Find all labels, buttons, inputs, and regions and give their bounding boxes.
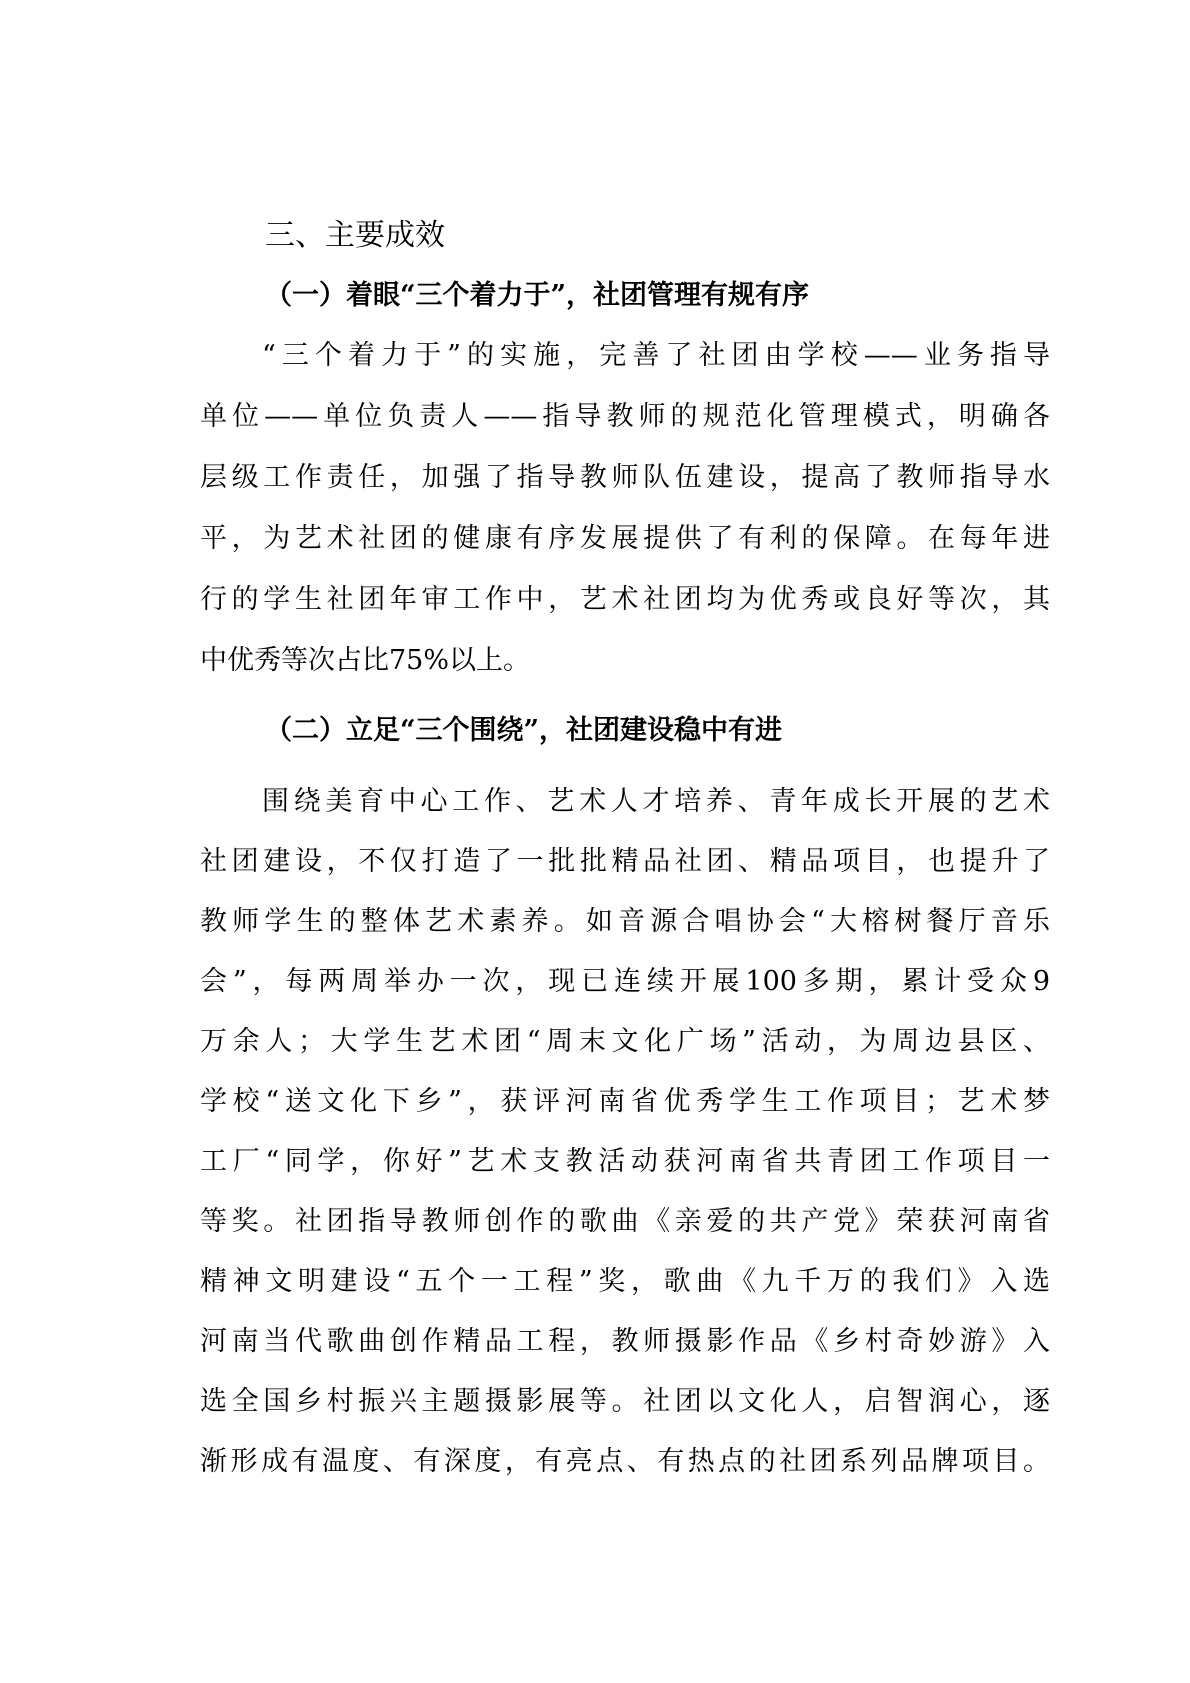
paragraph-line: 围绕美育中心工作、艺术人才培养、青年成长开展的艺术 [262,786,1050,817]
paragraph-line: 社团建设，不仅打造了一批批精品社团、精品项目，也提升了 [200,846,1050,877]
paragraph-line: 单位——单位负责人——指导教师的规范化管理模式，明确各 [200,401,1050,432]
paragraph-line: 学校“送文化下乡”，获评河南省优秀学生工作项目；艺术梦 [200,1086,1050,1117]
section-title: 三、主要成效 [265,218,445,253]
subsection-1-title: （一）着眼“三个着力于”，社团管理有规有序 [265,280,810,311]
paragraph-line: 等奖。社团指导教师创作的歌曲《亲爱的共产党》荣获河南省 [200,1206,1050,1237]
paragraph-line: 选全国乡村振兴主题摄影展等。社团以文化人，启智润心，逐 [200,1386,1050,1417]
paragraph-line: “三个着力于”的实施，完善了社团由学校——业务指导 [262,340,1050,371]
paragraph-line: 平，为艺术社团的健康有序发展提供了有利的保障。在每年进 [200,523,1050,554]
paragraph-line: 行的学生社团年审工作中，艺术社团均为优秀或良好等次，其 [200,584,1050,615]
subsection-2-title: （二）立足“三个围绕”，社团建设稳中有进 [265,715,783,746]
paragraph-line: 会”，每两周举办一次，现已连续开展100多期，累计受众9 [200,966,1050,997]
paragraph-line: 精神文明建设“五个一工程”奖，歌曲《九千万的我们》入选 [200,1266,1050,1297]
paragraph-line: 工厂“同学，你好”艺术支教活动获河南省共青团工作项目一 [200,1146,1050,1177]
paragraph-line: 层级工作责任，加强了指导教师队伍建设，提高了教师指导水 [200,462,1050,493]
paragraph-line: 渐形成有温度、有深度，有亮点、有热点的社团系列品牌项目。 [200,1446,1050,1477]
paragraph-line: 万余人；大学生艺术团“周末文化广场”活动，为周边县区、 [200,1026,1050,1057]
paragraph-line: 教师学生的整体艺术素养。如音源合唱协会“大榕树餐厅音乐 [200,906,1050,937]
paragraph-line: 河南当代歌曲创作精品工程，教师摄影作品《乡村奇妙游》入 [200,1326,1050,1357]
paragraph-line: 中优秀等次占比75%以上。 [200,645,531,676]
